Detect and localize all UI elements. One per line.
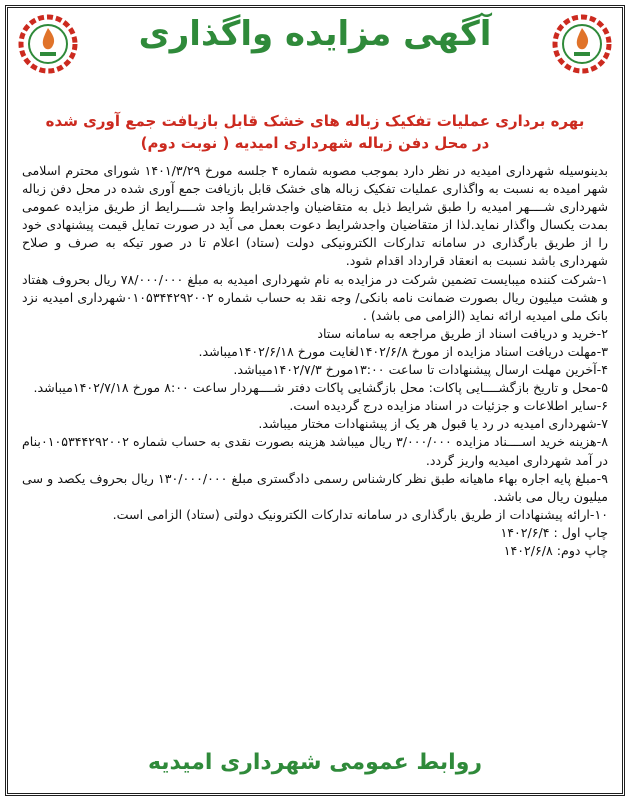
condition-item-8: ۸-هزینه خرید اســــناد مزایده ۳/۰۰۰/۰۰۰ ریال میباشد هزینه بصورت نقدی به حساب شماره ۰۱۰۵۳۴۴۲۹۲۰۰۲بنام در آمد شهرداری امیدیه واریز گردد. (22, 434, 608, 468)
print-date-first: چاپ اول : ۱۴۰۲/۶/۴ (500, 524, 608, 540)
print-date-second: چاپ دوم: ۱۴۰۲/۶/۸ (503, 542, 608, 558)
public-relations-signature: روابط عمومی شهرداری امیدیه (147, 750, 483, 775)
ad-header (8, 8, 622, 72)
condition-item-3: ۳-مهلت دریافت اسناد مزایده از مورخ ۱۴۰۲/۶/۸لغایت مورخ ۱۴۰۲/۶/۱۸میباشد. (198, 343, 608, 359)
condition-item-1: ۱-شرکت کننده میبایست تضمین شرکت در مزایده به نام شهرداری امیدیه به مبلغ ۷۸/۰۰۰/۰۰۰ ریال بحروف هفتاد و هشت میلیون ریال بصورت ضمانت نامه بانکی/ وجه نقد به حساب شماره ۰۱۰۵۳۴۴۲۹۲۰۰۲شهرداری امیدیه نزد بانک ملی امیدیه ارائه نماید (الزامی می باشد) . (22, 271, 609, 323)
condition-item-7: ۷-شهرداری امیدیه در رد یا قبول هر یک از پیشنهادات مختار میباشد. (258, 416, 608, 432)
condition-item-10: ۱۰-ارائه پیشنهادات از طریق بارگذاری در سامانه تدارکات الکترونیک دولتی (ستاد) الزامی است. (112, 506, 608, 522)
condition-item-2: ۲-خرید و دریافت اسناد از طریق مراجعه به سامانه ستاد (317, 325, 608, 341)
condition-item-5: ۵-محل و تاریخ بازگشــــایی پاکات: محل بازگشایی پاکات دفتر شــــهردار ساعت ۸:۰۰ مورخ ۱۴۰۲/۷/۱۸میباشد. (33, 380, 608, 396)
ad-body (8, 154, 622, 560)
subtitle-line-1: بهره برداری عملیات تفکیک زباله های خشک قابل بازیافت جمع آوری شده (45, 112, 585, 130)
ad-subtitle (8, 110, 622, 154)
ad-page (5, 5, 625, 796)
condition-item-4: ۴-آخرین مهلت ارسال پیشنهادات تا ساعت ۱۳:۰۰مورخ ۱۴۰۲/۷/۳میباشد. (233, 362, 608, 378)
condition-item-6: ۶-سایر اطلاعات و جزئیات در اسناد مزایده درج گردیده است. (289, 398, 608, 414)
intro-paragraph: بدینوسیله شهرداری امیدیه در نظر دارد بموجب مصوبه شماره ۴ جلسه مورخ ۱۴۰۱/۳/۲۹ شورای محترم اسلامی شهر امیده به نسبت به واگذاری عملیات تفکیک زباله های خشک قابل بازیافت جمع آوری شده در محل دفن زباله شهرداری شــــهر امیدیه را طبق شرایط ذیل به متقاضیان واجدشرایط واجد شــــرایط از طریق مزایده عمومی بمدت یکسال واگذار نماید.لذا از متقاضیان واجدشرایط دعوت بعمل می آید در صورت تمایل قیمت پیشنهادی خود را از طریق بارگذاری در سامانه تدارکات الکترونیکی دولت (ستاد) اعلام تا در صور تیکه به صرف و صلاح شهرداری باشد نسبت به انعقاد قرارداد اقدام شود. (22, 163, 608, 269)
condition-item-9: ۹-مبلغ پایه اجاره بهاء ماهیانه طبق نظر کارشناس رسمی دادگستری مبلغ ۱۳۰/۰۰۰/۰۰۰ ریال بحروف یکصد و سی میلیون ریال می باشد. (22, 470, 608, 504)
subtitle-line-2: در محل دفن زباله شهرداری امیدیه ( نوبت دوم) (140, 134, 490, 152)
ad-title: آگهی مزایده واگذاری (138, 14, 492, 54)
